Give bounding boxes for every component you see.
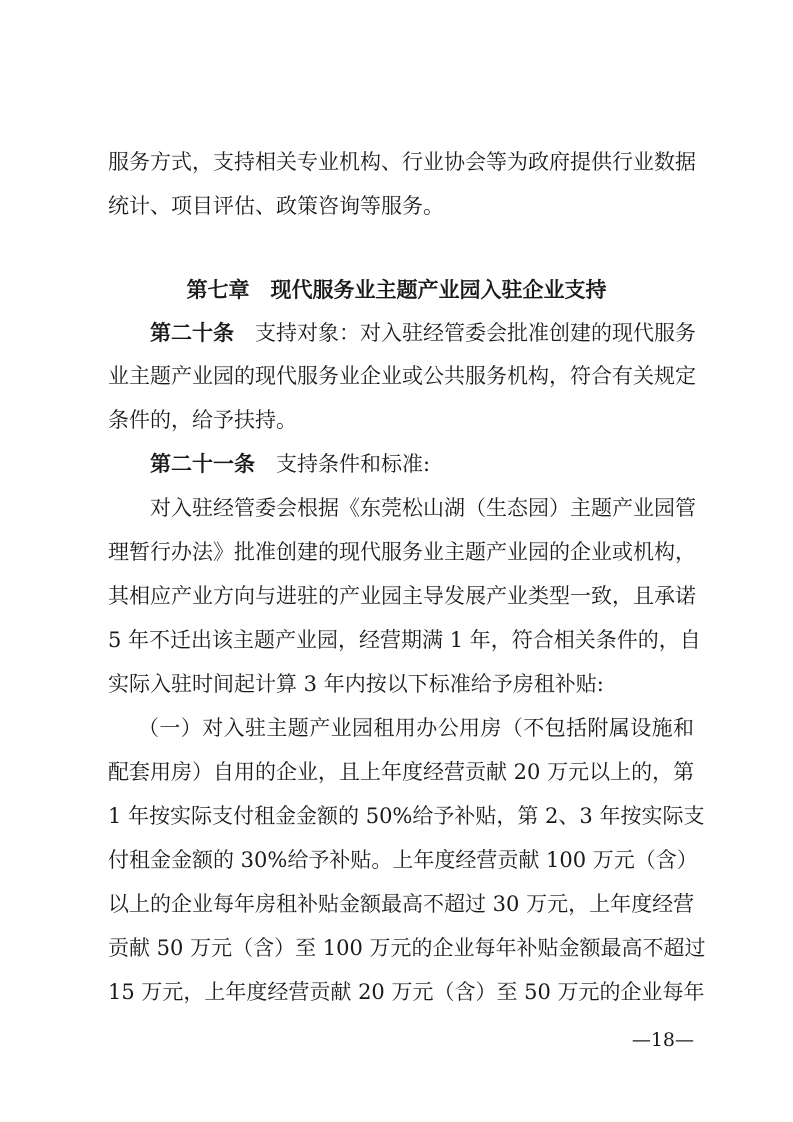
paragraph-line: 条件的，给予扶持。 (108, 408, 297, 432)
paragraph-line: 对入驻经管委会根据《东莞松山湖（生态园）主题产业园管 (150, 496, 696, 520)
article-20-text: 支持对象：对入驻经管委会批准创建的现代服务 (255, 321, 696, 345)
paragraph-line: 服务方式，支持相关专业机构、行业协会等为政府提供行业数据 (108, 150, 696, 174)
paragraph-line: 贡献 50 万元（含）至 100 万元的企业每年补贴金额最高不超过 (108, 936, 706, 960)
article-21-text: 支持条件和标准: (276, 452, 431, 476)
article-20-line (150, 319, 694, 347)
article-21-line (150, 450, 694, 478)
paragraph-line: 统计、项目评估、政策咨询等服务。 (108, 194, 444, 218)
paragraph-line: 实际入驻时间起计算 3 年内按以下标准给予房租补贴: (108, 672, 604, 696)
paragraph-line: 理暂行办法》批准创建的现代服务业主题产业园的企业或机构， (108, 540, 696, 564)
paragraph-line: （一）对入驻主题产业园租用办公用房（不包括附属设施和 (138, 716, 694, 740)
article-20-label: 第二十条 (150, 321, 234, 345)
page-number: —18— (631, 1029, 694, 1051)
paragraph-line: 5 年不迁出该主题产业园，经营期满 1 年，符合相关条件的，自 (108, 628, 701, 652)
paragraph-line: 配套用房）自用的企业，且上年度经营贡献 20 万元以上的，第 (108, 760, 695, 784)
paragraph-line: 其相应产业方向与进驻的产业园主导发展产业类型一致，且承诺 (108, 584, 696, 608)
article-21-label: 第二十一条 (150, 452, 255, 476)
paragraph-line: 付租金金额的 30%给予补贴。上年度经营贡献 100 万元（含） (108, 848, 698, 872)
paragraph-line: 以上的企业每年房租补贴金额最高不超过 30 万元，上年度经营 (108, 892, 695, 916)
paragraph-line: 1 年按实际支付租金金额的 50%给予补贴，第 2、3 年按实际支 (108, 804, 705, 828)
paragraph-line: 15 万元，上年度经营贡献 20 万元（含）至 50 万元的企业每年 (108, 980, 705, 1004)
paragraph-line: 业主题产业园的现代服务业企业或公共服务机构，符合有关规定 (108, 364, 696, 388)
chapter-heading: 第七章 现代服务业主题产业园入驻企业支持 (186, 278, 607, 302)
